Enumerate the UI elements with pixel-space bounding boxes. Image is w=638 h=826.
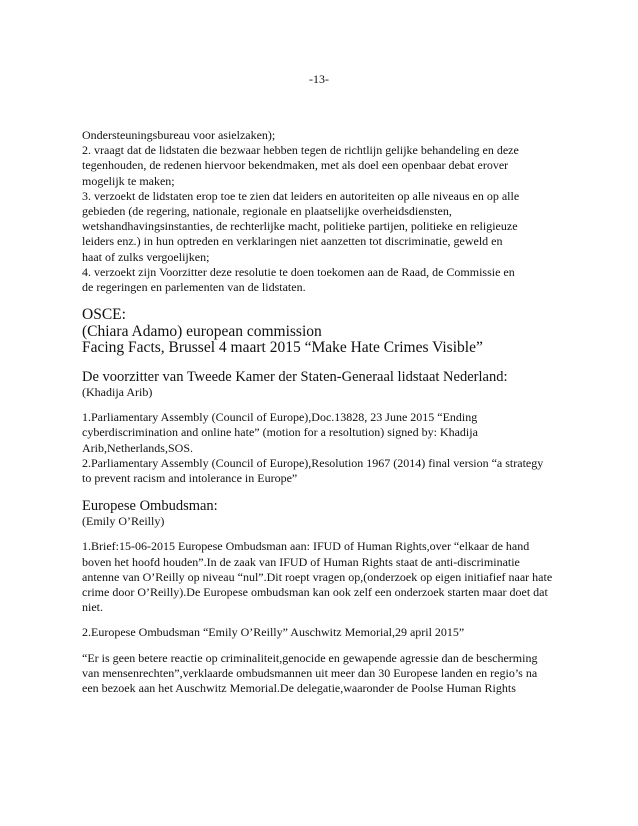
text-line: “Er is geen betere reactie op criminaliteit,genocide en gewapende agressie dan de bescherming [82, 650, 538, 665]
ombudsman-section [82, 498, 562, 696]
voorzitter-section [82, 369, 562, 486]
osce-heading: OSCE: [82, 306, 126, 324]
text-line: cyberdiscrimination and online hate” (motion for a resoltution) signed by: Khadija [82, 425, 478, 440]
text-line: een bezoek aan het Auschwitz Memorial.De delegatie,waaronder de Poolse Human Rights [82, 681, 516, 696]
resolution-intro [82, 128, 562, 295]
osce-section [82, 307, 562, 357]
osce-line: (Chiara Adamo) european commission [82, 322, 322, 340]
text-line: 2. vraagt dat de lidstaten die bezwaar hebben tegen de richtlijn gelijke behandeling en deze [82, 143, 519, 158]
text-line: 3. verzoekt de lidstaten erop toe te zien dat leiders en autoriteiten op alle niveaus en op alle [82, 188, 520, 203]
text-line: mogelijk te maken; [82, 173, 175, 188]
text-line: tegenhouden, de redenen hiervoor bekendmaken, met als doel een openbaar debat erover [82, 158, 509, 173]
text-line: van mensenrechten”,verklaarde ombudsmannen uit meer dan 30 Europese landen en regio’s na [82, 665, 538, 680]
text-line: to prevent racism and intolerance in Europe” [82, 471, 298, 486]
text-line: antenne van O’Reilly op niveau “nul”.Dit roept vragen op,(onderzoek op eigen initiafief naar hate [82, 569, 553, 584]
text-line: de regeringen en parlementen van de lidstaten. [82, 280, 306, 295]
ombudsman-subtitle: (Emily O’Reilly) [82, 514, 165, 529]
voorzitter-subtitle: (Khadija Arib) [82, 385, 153, 400]
text-line: crime door O’Reilly).De Europese ombudsman kan ook zelf een onderzoek starten maar doet dat [82, 585, 548, 600]
text-line: haat of zulks vergoelijken; [82, 249, 210, 264]
ombudsman-heading: Europese Ombudsman: [82, 498, 218, 515]
text-line: 2.Parliamentary Assembly (Council of Europe),Resolution 1967 (2014) final version “a strategy [82, 455, 544, 470]
text-line: niet. [82, 600, 103, 615]
text-line: 1.Parliamentary Assembly (Council of Europe),Doc.13828, 23 June 2015 “Ending [82, 410, 478, 425]
text-line: gebieden (de regering, nationale, regionale en plaatselijke overheidsdiensten, [82, 204, 452, 219]
voorzitter-heading: De voorzitter van Tweede Kamer der Staten-Generaal lidstaat Nederland: [82, 369, 508, 386]
text-line: boven het hoofd houden”.In de zaak van IFUD of Human Rights staat de anti-discriminatie [82, 554, 520, 569]
text-line: Ondersteuningsbureau voor asielzaken); [82, 128, 276, 142]
text-line: wetshandhavingsinstanties, de rechterlijke macht, politieke partijen, politieke en religieuze [82, 219, 518, 234]
page-content [82, 128, 562, 696]
text-line: 2.Europese Ombudsman “Emily O’Reilly” Auschwitz Memorial,29 april 2015” [82, 625, 465, 640]
osce-line: Facing Facts, Brussel 4 maart 2015 “Make Hate Crimes Visible” [82, 339, 483, 357]
text-line: 1.Brief:15-06-2015 Europese Ombudsman aan: IFUD of Human Rights,over “elkaar de hand [82, 539, 530, 554]
text-line: leiders enz.) in hun optreden en verklaringen niet aanzetten tot discriminatie, geweld en [82, 234, 503, 249]
text-line: Arib,Netherlands,SOS. [82, 440, 193, 455]
page-number: -13- [309, 72, 329, 86]
text-line: 4. verzoekt zijn Voorzitter deze resolutie te doen toekomen aan de Raad, de Commissie en [82, 264, 515, 279]
